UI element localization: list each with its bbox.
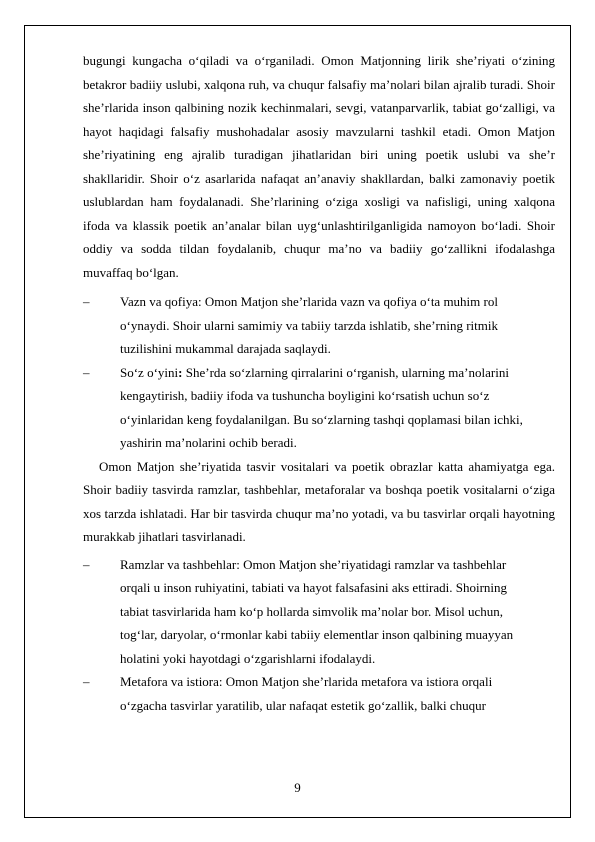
dash-bullet: –	[83, 556, 90, 572]
list-item-metaphor	[83, 670, 524, 717]
list-item-text: Ramzlar va tashbehlar: Omon Matjon she’riyatidagi ramzlar va tashbehlar orqali u inson ruhiyatini, tabiati va hayot falsafasini aks ettiradi. Shoirning tabiat tasvirlarida ham ko‘p hollarda simvolik ma’nolar bor. Misol uchun, tog‘lar, daryolar, o‘rmonlar kabi tabiiy elementlar inson qalbining muayyan holatini yoki hayotdagi o‘zgarishlarni ifodalaydi.	[120, 556, 514, 666]
list-item-text: She’rda so‘zlarning qirralarini o‘rganish, ularning ma’nolarini kengaytirish, badiiy ifoda va tushuncha boyligini ko‘rsatish uchun so‘z o‘yinlaridan keng foydalanilgan. Bu so‘zlarning tashqi qoplamasi bilan ichki, yashirin ma’nolarini ochib beradi.	[120, 364, 523, 450]
list-item-text: Metafora va istiora: Omon Matjon she’rlarida metafora va istiora orqali o‘zgacha tasvirlar yaratilib, ular nafaqat estetik go‘zallik, balki chuqur	[120, 674, 493, 713]
paragraph-imagery: Omon Matjon she’riyatida tasvir vositalari va poetik obrazlar katta ahamiyatga ega. Shoir badiiy tasvirda ramzlar, tashbehlar, metaforalar va boshqa poetik vositalarni o‘ziga xos tarzda ishlatadi. Har bir tasvirda chuqur ma’no yotadi, va bu tasvirlar orqali hayotning murakkab jihatlari tasvirlanadi.	[83, 458, 555, 544]
dash-bullet: –	[83, 364, 90, 380]
list-item-text: Vazn va qofiya: Omon Matjon she’rlarida vazn va qofiya o‘ta muhim rol o‘ynaydi. Shoir ularni samimiy va tabiiy tarzda ishlatib, she’rning ritmik tuzilishini mukammal darajada saqlaydi.	[120, 294, 499, 356]
list-item-symbols	[83, 553, 524, 671]
page-number: 9	[294, 780, 301, 795]
bullet-list-form	[83, 290, 555, 455]
document-body	[83, 49, 555, 717]
dash-bullet: –	[83, 674, 90, 689]
list-item-meter-rhyme	[83, 290, 524, 361]
list-item-lead: So‘z o‘yini	[120, 364, 179, 380]
list-item-wordplay	[83, 361, 524, 455]
bullet-list-devices	[83, 553, 555, 718]
list-item-colon: :	[178, 364, 183, 380]
paragraph-intro: bugungi kungacha o‘qiladi va o‘rganiladi. Omon Matjonning lirik she’riyati o‘zining betakror badiiy uslubi, xalqona ruh, va chuqur falsafiy ma’nolari bilan ajralib turadi. Shoir she’rlarida inson qalbining nozik kechinmalari, sevgi, vatanparvarlik, tabiat go‘zalligi, va hayot haqidagi falsafiy mushohadalar asosiy mavzularni tashkil etadi. Omon Matjon she’riyatining eng ajralib turadigan jihatlaridan biri uning poetik uslubi va she’r shakllaridir. Shoir o‘z asarlarida nafaqat an’anaviy shakllardan, balki zamonaviy poetik uslublardan ham foydalanadi. She’rlarining o‘ziga xosligi va nafisligi, uning xalqona ifoda va klassik poetik an’analar bilan uyg‘unlashtirilganligida namoyon bo‘ladi. Shoir oddiy va sodda tildan foydalanib, chuqur ma’no va badiiy go‘zallikni ifodalashga muvaffaq bo‘lgan.	[83, 53, 555, 280]
dash-bullet: –	[83, 294, 90, 309]
